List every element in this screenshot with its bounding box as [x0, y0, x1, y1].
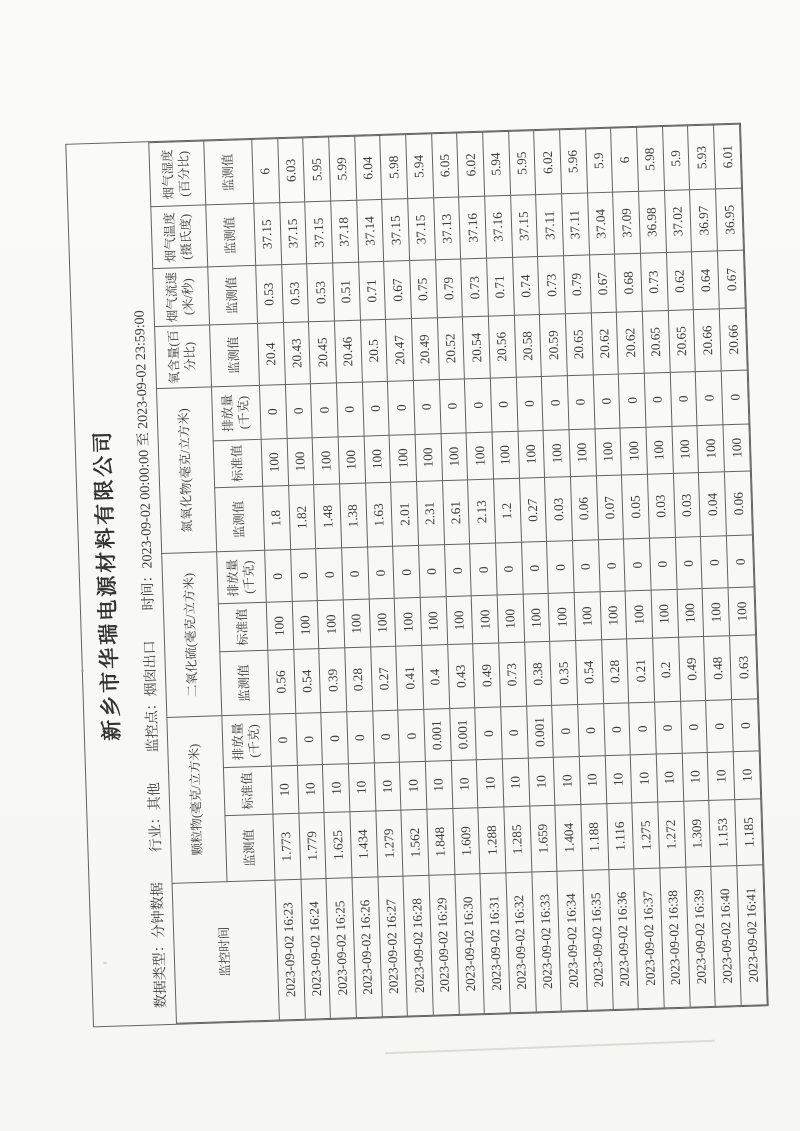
- cell-value: 0: [270, 714, 297, 767]
- cell-timestamp: 2023-09-02 16:38: [660, 867, 690, 1008]
- cell-value: 1.116: [607, 803, 635, 870]
- cell-value: 36.95: [716, 189, 744, 251]
- cell-value: 0: [470, 544, 497, 597]
- table-body: [252, 124, 767, 1020]
- cell-value: 0.21: [627, 638, 655, 703]
- cell-value: 20.4: [258, 323, 286, 385]
- cell-value: 100: [389, 434, 416, 482]
- cell-value: 0: [347, 711, 374, 764]
- cell-value: 5.99: [329, 136, 357, 201]
- col-sub-header: 排放量(千克): [217, 551, 267, 604]
- cell-value: 0: [624, 539, 651, 592]
- cell-value: 0: [398, 710, 425, 763]
- cell-value: 0: [721, 370, 749, 425]
- cell-value: 10: [502, 758, 529, 806]
- cell-timestamp: 2023-09-02 16:33: [532, 871, 562, 1012]
- cell-timestamp: 2023-09-02 16:40: [711, 866, 741, 1007]
- cell-value: 0.39: [319, 648, 347, 713]
- cell-value: 6.02: [457, 132, 485, 197]
- cell-value: 0.67: [384, 261, 411, 320]
- cell-value: 5.98: [380, 135, 408, 200]
- cell-value: 0.75: [410, 260, 437, 319]
- cell-timestamp: 2023-09-02 16:30: [455, 874, 485, 1015]
- cell-value: 37.15: [408, 198, 436, 260]
- cell-value: 0: [727, 535, 755, 588]
- cell-value: 0.54: [576, 640, 604, 705]
- cell-value: 0: [475, 707, 502, 760]
- cell-timestamp: 2023-09-02 16:29: [429, 874, 459, 1015]
- cell-timestamp: 2023-09-02 16:39: [686, 866, 716, 1007]
- cell-value: 0: [490, 377, 517, 432]
- col-sub-header: 监测值: [208, 265, 258, 325]
- cell-value: 10: [271, 766, 298, 814]
- cell-value: 100: [728, 587, 755, 635]
- cell-value: 100: [595, 428, 622, 476]
- cell-value: 100: [626, 591, 653, 639]
- cell-value: 20.62: [591, 312, 619, 374]
- cell-timestamp: 2023-09-02 16:37: [634, 868, 664, 1009]
- cell-value: 1.272: [658, 801, 686, 868]
- cell-value: 0: [567, 375, 594, 430]
- cell-timestamp: 2023-09-02 16:35: [583, 870, 613, 1011]
- cell-value: 100: [266, 602, 293, 650]
- col-sub-header: 监测值: [210, 324, 260, 387]
- cell-value: 100: [677, 589, 704, 637]
- cell-value: 0: [290, 549, 317, 602]
- cell-value: 1.38: [340, 483, 368, 548]
- cell-value: 0.03: [673, 473, 701, 538]
- cell-value: 20.65: [642, 311, 670, 373]
- cell-value: 1.625: [324, 812, 352, 879]
- cell-value: 37.09: [613, 192, 641, 254]
- cell-value: 0.48: [704, 636, 732, 701]
- cell-value: 0: [675, 537, 702, 590]
- cell-timestamp: 2023-09-02 16:23: [275, 879, 305, 1020]
- cell-value: 0.73: [499, 642, 527, 707]
- cell-value: 0: [444, 544, 471, 597]
- cell-value: 0.4: [422, 645, 450, 710]
- cell-value: 0.04: [699, 472, 727, 537]
- cell-value: 2.13: [468, 479, 496, 544]
- cell-value: 1.609: [453, 808, 481, 875]
- cell-value: 5.93: [688, 125, 716, 190]
- cell-value: 20.59: [540, 314, 568, 376]
- cell-value: 0: [259, 384, 286, 439]
- col-sub-header: 监测值: [206, 204, 256, 267]
- cell-value: 6.02: [534, 130, 562, 195]
- cell-value: 0: [552, 705, 579, 758]
- cell-value: 6.05: [431, 133, 459, 198]
- cell-value: 10: [374, 762, 401, 810]
- cell-value: 10: [733, 751, 760, 799]
- cell-value: 20.5: [360, 320, 388, 382]
- cell-value: 37.04: [587, 193, 615, 255]
- cell-value: 20.56: [488, 316, 516, 378]
- cell-value: 0.73: [461, 258, 488, 317]
- cell-value: 100: [600, 591, 627, 639]
- paper-edge-shadow: [385, 1040, 715, 1055]
- cell-value: 10: [656, 754, 683, 802]
- meta-monitor-point: 监控点：烟囱出口: [142, 640, 162, 753]
- cell-value: 0.68: [615, 253, 642, 312]
- cell-value: 100: [338, 436, 365, 484]
- cell-timestamp: 2023-09-02 16:26: [352, 877, 382, 1018]
- col-sub-header: 标准值: [218, 603, 267, 652]
- cell-value: 1.285: [504, 806, 532, 873]
- cell-value: 0: [650, 538, 677, 591]
- company-title-text: 新乡市华瑞电源材料有限公司: [90, 428, 125, 742]
- cell-value: 0.41: [396, 645, 424, 710]
- cell-value: 0: [593, 374, 620, 429]
- cell-value: 5.94: [483, 131, 511, 196]
- cell-value: 0.001: [424, 709, 451, 762]
- col-sub-header: 标准值: [223, 766, 272, 815]
- scan-speck: [81, 669, 84, 672]
- cell-value: 0: [336, 382, 363, 437]
- cell-value: 10: [348, 763, 375, 811]
- cell-timestamp: 2023-09-02 16:24: [301, 878, 331, 1019]
- cell-value: 100: [569, 428, 596, 476]
- cell-value: 0.53: [307, 263, 334, 322]
- cell-value: 37.13: [433, 197, 461, 259]
- cell-value: 100: [261, 438, 288, 486]
- cell-value: 100: [369, 599, 396, 647]
- cell-value: 0: [393, 546, 420, 599]
- cell-value: 0: [321, 712, 348, 765]
- cell-value: 1.2: [494, 478, 522, 543]
- cell-value: 1.153: [709, 799, 737, 866]
- cell-value: 1.773: [273, 813, 301, 880]
- cell-value: 0: [516, 376, 543, 431]
- cell-value: 100: [292, 601, 319, 649]
- cell-value: 0: [680, 701, 707, 754]
- cell-value: 100: [466, 432, 493, 480]
- cell-value: 37.15: [279, 202, 307, 264]
- cell-value: 0.05: [622, 474, 650, 539]
- meta-time-range: 时间：2023-09-02 00:00:00 至 2023-09-02 23:59:00: [132, 310, 157, 611]
- cell-value: 20.46: [335, 320, 363, 382]
- cell-value: 0: [372, 710, 399, 763]
- cell-value: 0.03: [648, 474, 676, 539]
- cell-value: 0.79: [564, 255, 591, 314]
- cell-value: 100: [549, 593, 576, 641]
- cell-timestamp: 2023-09-02 16:32: [506, 872, 536, 1013]
- cell-value: 0: [285, 384, 312, 439]
- cell-value: 1.188: [581, 804, 609, 871]
- cell-value: 10: [297, 765, 324, 813]
- cell-value: 100: [672, 425, 699, 473]
- cell-value: 0: [696, 371, 723, 426]
- cell-value: 6.04: [354, 135, 382, 200]
- cell-value: 2.31: [417, 481, 445, 546]
- cell-value: 0.73: [538, 256, 565, 315]
- cell-value: 10: [451, 760, 478, 808]
- cell-value: 1.48: [314, 484, 342, 549]
- cell-value: 0.28: [345, 647, 373, 712]
- cell-value: 0: [629, 702, 656, 755]
- cell-value: 5.95: [508, 131, 536, 196]
- cell-value: 0: [701, 536, 728, 589]
- col-group-header: 氮氧化物(毫克/立方米): [157, 387, 217, 554]
- cell-value: 5.95: [303, 137, 331, 202]
- cell-value: 6: [252, 139, 280, 204]
- cell-value: 0.51: [333, 262, 360, 321]
- cell-value: 20.52: [437, 317, 465, 379]
- cell-value: 0.001: [526, 706, 553, 759]
- cell-value: 0: [670, 372, 697, 427]
- cell-value: 100: [703, 588, 730, 636]
- cell-timestamp: 2023-09-02 16:25: [326, 878, 356, 1019]
- cell-value: 0: [542, 376, 569, 431]
- cell-value: 100: [312, 437, 339, 485]
- cell-value: 10: [682, 753, 709, 801]
- cell-value: 0.35: [550, 641, 578, 706]
- cell-value: 1.309: [683, 800, 711, 867]
- cell-value: 20.47: [386, 319, 414, 381]
- col-header-time: 监控时间: [172, 880, 279, 1023]
- cell-value: 0: [439, 379, 466, 434]
- col-group-header: 颗粒物(毫克/立方米): [167, 716, 227, 883]
- cell-value: 5.98: [637, 127, 665, 192]
- cell-value: 37.18: [331, 201, 359, 263]
- cell-value: 10: [631, 754, 658, 802]
- cell-value: 0: [295, 713, 322, 766]
- cell-value: 0: [501, 706, 528, 759]
- cell-timestamp: 2023-09-02 16:28: [403, 875, 433, 1016]
- cell-value: 100: [574, 592, 601, 640]
- cell-value: 100: [497, 595, 524, 643]
- cell-value: 100: [518, 430, 545, 478]
- cell-value: 0.71: [358, 261, 385, 320]
- cell-value: 0.79: [435, 259, 462, 318]
- cell-value: 0.49: [473, 643, 501, 708]
- cell-value: 100: [446, 596, 473, 644]
- cell-timestamp: 2023-09-02 16:27: [378, 876, 408, 1017]
- cell-value: 0.2: [653, 637, 681, 702]
- cell-value: 0.53: [281, 264, 308, 323]
- cell-value: 5.9: [585, 128, 613, 193]
- cell-value: 0.56: [268, 649, 296, 714]
- cell-value: 0.64: [692, 251, 719, 310]
- cell-value: 0: [388, 380, 415, 435]
- cell-value: 100: [651, 590, 678, 638]
- cell-value: 0.71: [487, 257, 514, 316]
- cell-value: 100: [620, 427, 647, 475]
- cell-value: 20.62: [617, 312, 645, 374]
- cell-value: 1.82: [288, 485, 316, 550]
- cell-value: 0.49: [678, 637, 706, 702]
- cell-value: 20.43: [283, 322, 311, 384]
- cell-value: 0.06: [725, 471, 753, 536]
- cell-value: 1.275: [632, 802, 660, 869]
- cell-value: 36.98: [639, 191, 667, 253]
- cell-value: 37.14: [356, 200, 384, 262]
- cell-value: 0: [265, 550, 292, 603]
- cell-value: 0: [603, 703, 630, 756]
- cell-value: 0.73: [641, 253, 668, 312]
- cell-value: 10: [554, 757, 581, 805]
- cell-value: 1.279: [376, 810, 404, 877]
- cell-value: 100: [441, 432, 468, 480]
- cell-value: 0.001: [449, 708, 476, 761]
- cell-value: 100: [723, 424, 750, 472]
- cell-value: 1.848: [427, 808, 455, 875]
- cell-value: 6.03: [277, 138, 305, 203]
- cell-value: 37.11: [536, 194, 564, 256]
- col-group-header: 烟气湿度(百分比): [149, 141, 206, 207]
- cell-value: 0: [419, 545, 446, 598]
- cell-timestamp: 2023-09-02 16:41: [737, 865, 767, 1006]
- cell-value: 20.65: [565, 313, 593, 375]
- cell-value: 0: [573, 540, 600, 593]
- cell-value: 0: [706, 700, 733, 753]
- cell-value: 10: [425, 761, 452, 809]
- col-sub-header: 排放量(千克): [211, 385, 261, 440]
- cell-value: 20.58: [514, 315, 542, 377]
- cell-value: 10: [528, 758, 555, 806]
- col-sub-header: 监测值: [204, 139, 254, 205]
- cell-value: 100: [646, 426, 673, 474]
- cell-value: 100: [343, 599, 370, 647]
- cell-value: 20.49: [411, 318, 439, 380]
- cell-value: 0.67: [718, 250, 746, 309]
- col-group-header: 二氧化硫(毫克/立方米): [162, 552, 222, 717]
- cell-value: 1.779: [299, 812, 327, 879]
- cell-value: 10: [400, 762, 427, 810]
- cell-value: 10: [579, 756, 606, 804]
- scan-speck: [103, 962, 107, 964]
- cell-value: 10: [605, 755, 632, 803]
- cell-value: 0: [496, 543, 523, 596]
- cell-value: 100: [543, 429, 570, 477]
- cell-value: 10: [323, 764, 350, 812]
- cell-value: 20.66: [694, 309, 722, 371]
- col-sub-header: 监测值: [220, 650, 270, 716]
- cell-value: 10: [708, 752, 735, 800]
- cell-value: 20.54: [463, 316, 491, 378]
- cell-value: 0: [655, 702, 682, 755]
- cell-value: 20.65: [668, 310, 696, 372]
- cell-value: 37.16: [459, 197, 487, 259]
- cell-value: 2.01: [391, 482, 419, 547]
- cell-value: 0.06: [571, 476, 599, 541]
- cell-value: 1.63: [365, 482, 393, 547]
- cell-value: 0: [362, 381, 389, 436]
- cell-value: 37.16: [485, 196, 513, 258]
- cell-value: 0: [598, 539, 625, 592]
- cell-value: 6.01: [714, 124, 742, 189]
- cell-value: 100: [492, 431, 519, 479]
- col-group-header: 氧含量(百分比): [155, 325, 212, 388]
- meta-data-type: 数据类型：分钟数据: [150, 882, 170, 1009]
- cell-timestamp: 2023-09-02 16:36: [609, 869, 639, 1010]
- cell-value: 2.61: [442, 480, 470, 545]
- monitoring-table: [148, 124, 767, 1024]
- cell-value: 100: [697, 424, 724, 472]
- cell-value: 1.434: [350, 811, 378, 878]
- cell-value: 0: [547, 541, 574, 594]
- cell-value: 5.94: [406, 134, 434, 199]
- cell-value: 37.15: [382, 199, 410, 261]
- cell-value: 20.45: [309, 321, 337, 383]
- cell-value: 0.54: [293, 649, 321, 714]
- cell-value: 0.27: [519, 478, 547, 543]
- cell-value: 0: [316, 548, 343, 601]
- cell-value: 0: [578, 704, 605, 757]
- cell-value: 0.63: [730, 635, 758, 700]
- cell-value: 1.185: [735, 799, 763, 866]
- cell-value: 1.404: [555, 804, 583, 871]
- cell-value: 20.66: [719, 308, 747, 370]
- cell-value: 37.15: [305, 201, 333, 263]
- cell-value: 0.62: [666, 252, 693, 311]
- cell-value: 37.11: [562, 193, 590, 255]
- cell-value: 0: [413, 380, 440, 435]
- cell-value: 1.659: [530, 805, 558, 872]
- cell-value: 0.28: [601, 639, 629, 704]
- cell-value: 100: [420, 597, 447, 645]
- cell-value: 100: [472, 595, 499, 643]
- cell-timestamp: 2023-09-02 16:31: [480, 873, 510, 1014]
- cell-value: 0: [732, 699, 760, 752]
- cell-value: 0: [619, 373, 646, 428]
- cell-value: 0.27: [370, 646, 398, 711]
- cell-value: 100: [287, 437, 314, 485]
- cell-value: 100: [395, 598, 422, 646]
- cell-value: 1.288: [478, 807, 506, 874]
- cell-value: 36.97: [690, 189, 718, 251]
- cell-value: 100: [523, 594, 550, 642]
- cell-timestamp: 2023-09-02 16:34: [557, 870, 587, 1011]
- cell-value: 6: [611, 127, 639, 192]
- cell-value: 1.562: [401, 809, 429, 876]
- cell-value: 10: [477, 759, 504, 807]
- cell-value: 0: [521, 542, 548, 595]
- col-sub-header: 监测值: [215, 486, 265, 552]
- cell-value: 0: [311, 383, 338, 438]
- cell-value: 5.9: [662, 126, 690, 191]
- cell-value: 0.74: [512, 257, 539, 316]
- col-sub-header: 标准值: [213, 439, 262, 488]
- col-group-header: 烟气温度(摄氏度): [151, 205, 208, 268]
- col-group-header: 烟气流速(米/秒): [153, 267, 210, 327]
- meta-industry: 行业：其他: [147, 782, 165, 853]
- cell-value: 100: [318, 600, 345, 648]
- cell-value: 0: [342, 548, 369, 601]
- cell-value: 0.03: [545, 477, 573, 542]
- cell-value: 0.07: [596, 475, 624, 540]
- cell-value: 0.53: [256, 265, 283, 324]
- cell-value: 37.02: [664, 190, 692, 252]
- report-frame: [65, 123, 768, 1028]
- cell-value: 37.15: [510, 195, 538, 257]
- cell-value: 0.67: [589, 254, 616, 313]
- cell-value: 100: [415, 433, 442, 481]
- col-sub-header: 监测值: [225, 814, 275, 882]
- cell-value: 0: [367, 547, 394, 600]
- cell-value: 0: [644, 372, 671, 427]
- cell-value: 37.15: [254, 203, 282, 265]
- cell-value: 0.43: [447, 644, 475, 709]
- cell-value: 5.96: [560, 129, 588, 194]
- cell-value: 0.38: [524, 641, 552, 706]
- rotated-report-sheet: [65, 123, 768, 1028]
- cell-value: 100: [364, 435, 391, 483]
- col-sub-header: 排放量(千克): [222, 715, 272, 768]
- cell-value: 1.8: [263, 486, 291, 551]
- cell-value: 0: [465, 378, 492, 433]
